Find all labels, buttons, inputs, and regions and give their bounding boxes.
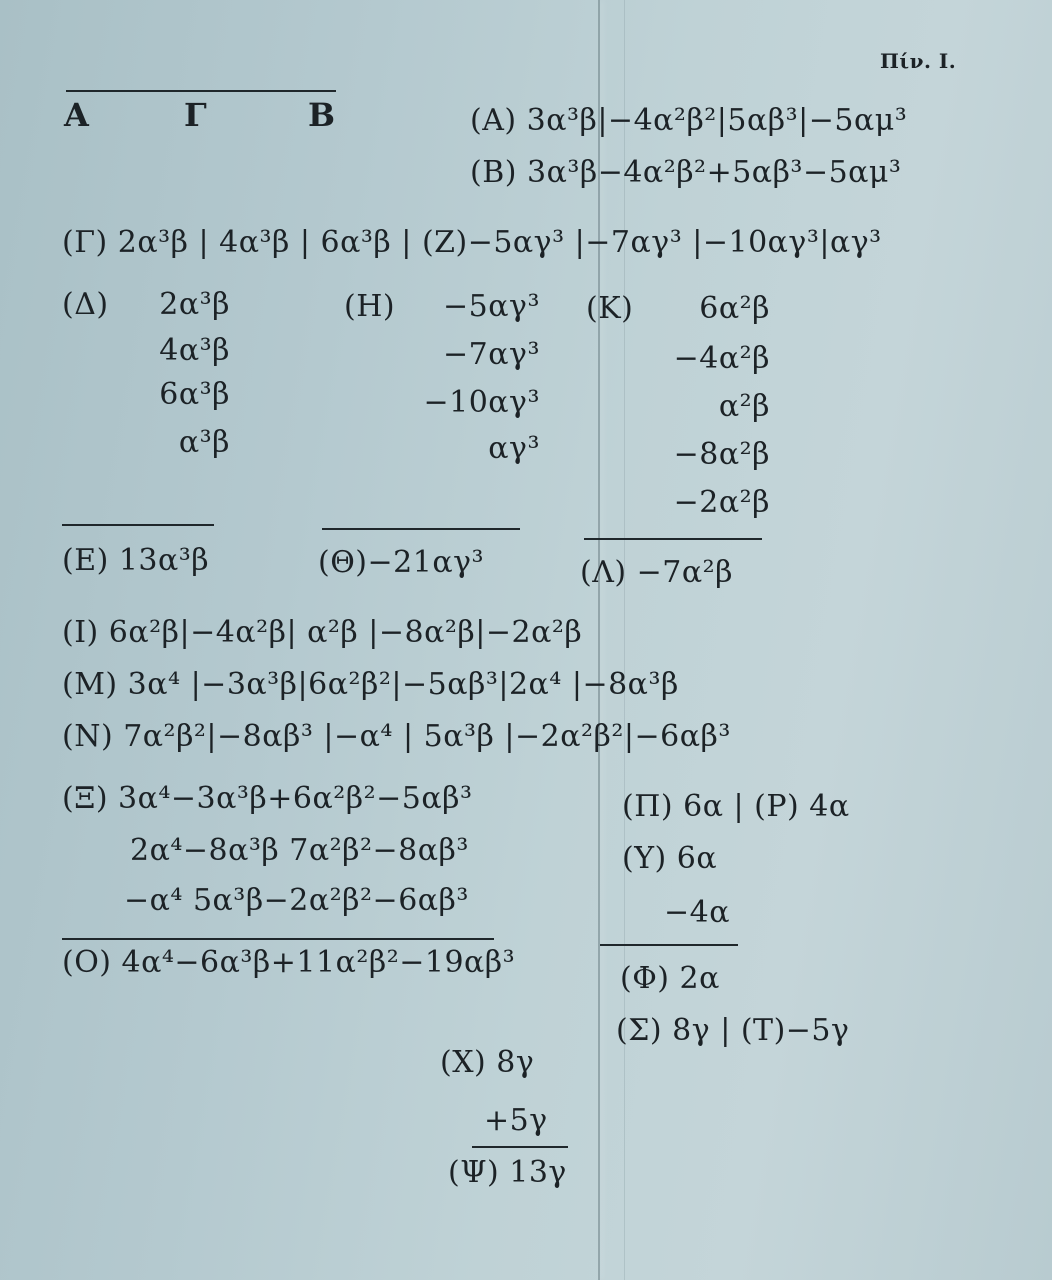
- paper-crease: [624, 0, 625, 1280]
- k-item: −8α²β: [673, 437, 770, 472]
- sum-rule-l: [584, 538, 762, 540]
- point-b: B: [308, 96, 337, 134]
- line-g-z: (Γ) 2α³β | 4α³β | 6α³β | (Z)−5αγ³ |−7αγ³ |−10αγ³|αγ³: [62, 225, 882, 260]
- h-item: αγ³: [488, 431, 540, 466]
- line-l: (Λ) −7α²β: [580, 555, 733, 590]
- line-e: (E) 13α³β: [62, 543, 210, 578]
- k-item: α²β: [718, 389, 770, 424]
- d-item: α³β: [178, 425, 230, 460]
- sum-rule-th: [322, 528, 520, 530]
- label-k: (K): [586, 291, 634, 326]
- h-item: −7αγ³: [443, 337, 540, 372]
- sum-rule-o: [62, 938, 494, 940]
- sum-rule-psi: [472, 1146, 568, 1148]
- line-n: (N) 7α²β²|−8αβ³ |−α⁴ | 5α³β |−2α²β²|−6αβ³: [62, 719, 731, 754]
- line-f: (Φ) 2α: [620, 961, 720, 996]
- line-y2: −4α: [664, 895, 730, 930]
- line-xi2: +5γ: [484, 1103, 548, 1138]
- line-o: (O) 4α⁴−6α³β+11α²β²−19αβ³: [62, 945, 516, 980]
- h-item: −10αγ³: [423, 385, 540, 420]
- paper-fold: [598, 0, 600, 1280]
- line-i: (I) 6α²β|−4α²β| α²β |−8α²β|−2α²β: [62, 615, 583, 650]
- page-label: Πίν. I.: [880, 49, 957, 73]
- label-h: (H): [344, 289, 396, 324]
- point-a: A: [64, 96, 90, 134]
- d-item: 4α³β: [159, 333, 230, 368]
- line-xi: (X) 8γ: [440, 1045, 535, 1080]
- k-item: 6α²β: [699, 291, 770, 326]
- point-g: Γ: [184, 96, 208, 134]
- h-item: −5αγ³: [443, 289, 540, 324]
- line-psi: (Ψ) 13γ: [448, 1155, 567, 1190]
- d-item: 2α³β: [159, 287, 230, 322]
- line-th: (Θ)−21αγ³: [318, 545, 485, 580]
- line-m: (M) 3α⁴ |−3α³β|6α²β²|−5αβ³|2α⁴ |−8α³β: [62, 667, 679, 702]
- line-x2: 2α⁴−8α³β 7α²β²−8αβ³: [130, 833, 469, 868]
- line-x3: −α⁴ 5α³β−2α²β²−6αβ³: [124, 883, 469, 918]
- k-item: −2α²β: [673, 485, 770, 520]
- d-item: 6α³β: [159, 377, 230, 412]
- label-d: (Δ): [62, 287, 109, 322]
- k-item: −4α²β: [673, 341, 770, 376]
- line-s-t: (Σ) 8γ | (T)−5γ: [616, 1013, 850, 1048]
- line-a: (A) 3α³β|−4α²β²|5αβ³|−5αμ³: [470, 103, 908, 138]
- sum-rule-f: [600, 944, 738, 946]
- sum-rule-e: [62, 524, 214, 526]
- line-x1: (Ξ) 3α⁴−3α³β+6α²β²−5αβ³: [62, 781, 473, 816]
- line-y: (Υ) 6α: [622, 841, 718, 876]
- line-p-r: (Π) 6α | (P) 4α: [622, 789, 850, 824]
- segment-line: [66, 90, 336, 92]
- line-b: (B) 3α³β−4α²β²+5αβ³−5αμ³: [470, 155, 902, 190]
